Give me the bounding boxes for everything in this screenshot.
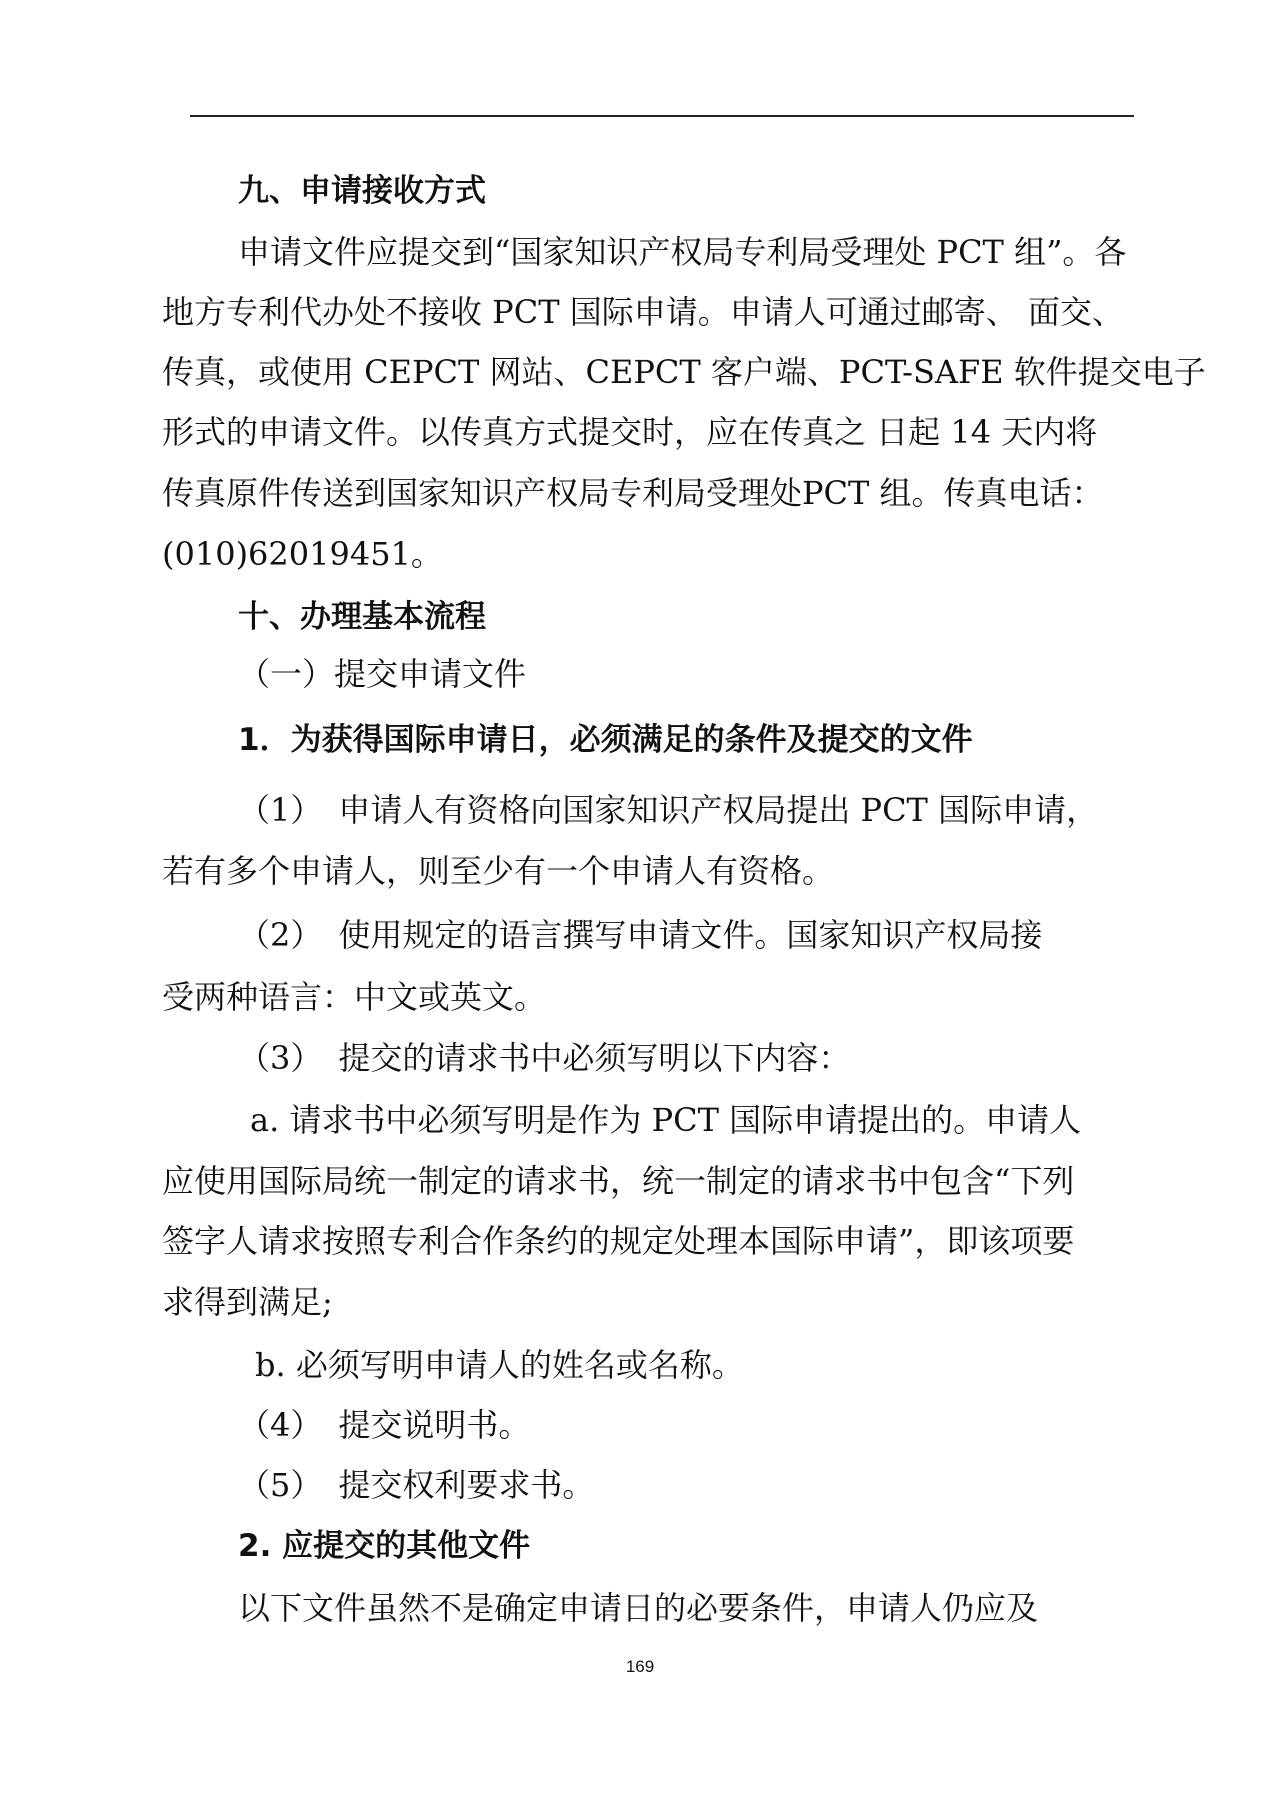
section-heading: 九、申请接收方式 [238,173,486,209]
paragraph-line: 若有多个申请人，则至少有一个申请人有资格。 [162,852,835,890]
paragraph-line: (010)62019451。 [162,535,443,573]
header-rule [190,115,1134,117]
list-item: a. 请求书中必须写明是作为 PCT 国际申请提出的。申请人 [250,1101,1082,1139]
paragraph-line: 地方专利代办处不接收 PCT 国际申请。申请人可通过邮寄、 面交、 [162,293,1124,331]
list-item: （1） 申请人有资格向国家知识产权局提出 PCT 国际申请， [238,791,1099,829]
paragraph-line: 传真原件传送到国家知识产权局专利局受理处PCT 组。传真电话： [162,474,1104,512]
list-item: （5） 提交权利要求书。 [238,1466,595,1504]
list-item: b. 必须写明申请人的姓名或名称。 [255,1346,744,1384]
subsection-heading: 1．为获得国际申请日，必须满足的条件及提交的文件 [238,722,973,758]
paragraph-line: 应使用国际局统一制定的请求书，统一制定的请求书中包含“下列 [162,1162,1075,1200]
paragraph-line: 以下文件虽然不是确定申请日的必要条件，申请人仍应及 [238,1589,1039,1627]
paragraph-line: 签字人请求按照专利合作条约的规定处理本国际申请”，即该项要 [162,1222,1075,1260]
paragraph-line: 传真，或使用 CEPCT 网站、CEPCT 客户端、PCT-SAFE 软件提交电子 [162,353,1206,391]
page-number: 169 [625,1657,655,1676]
list-item: （2） 使用规定的语言撰写申请文件。国家知识产权局接 [238,916,1043,954]
list-item: （4） 提交说明书。 [238,1406,531,1444]
list-item: （3） 提交的请求书中必须写明以下内容： [238,1039,851,1077]
paragraph-line: 受两种语言：中文或英文。 [162,978,547,1016]
section-heading: 十、办理基本流程 [238,599,486,635]
subsection-heading: 2. 应提交的其他文件 [238,1528,531,1564]
paragraph-line: 形式的申请文件。以传真方式提交时，应在传真之 日起 14 天内将 [162,413,1098,451]
paragraph-line: 申请文件应提交到“国家知识产权局专利局受理处 PCT 组”。各 [238,233,1127,271]
subsection-heading: （一）提交申请文件 [238,655,527,693]
paragraph-line: 求得到满足; [162,1283,333,1321]
